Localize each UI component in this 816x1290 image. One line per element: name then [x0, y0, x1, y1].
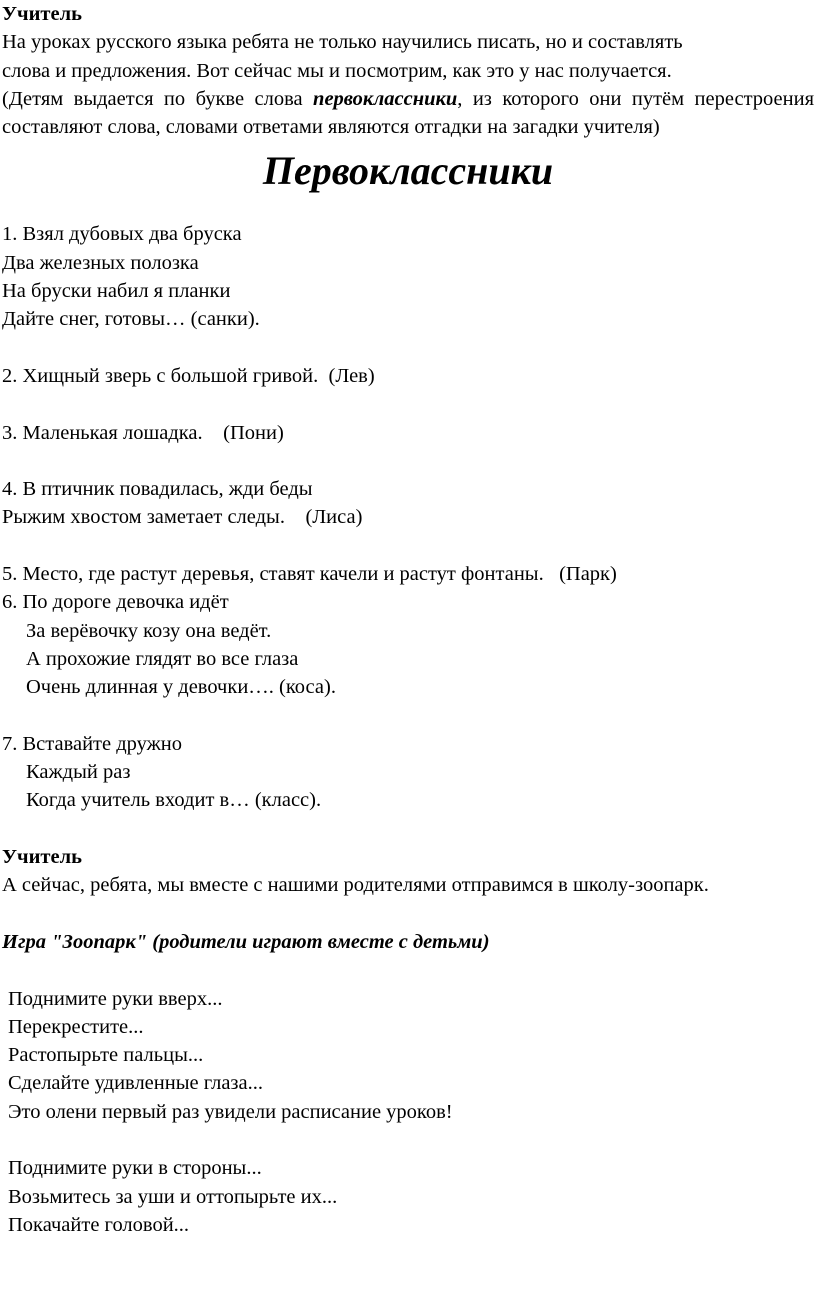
game-line: Растопырьте пальцы... [8, 1044, 204, 1067]
game-title: Игра "Зоопарк" (родители играют вместе с детьми) [2, 930, 490, 953]
game-line: Возьмитесь за уши и оттопырьте их... [8, 1185, 338, 1208]
riddle-6-line-2: За верёвочку козу она ведёт. [26, 619, 272, 642]
riddle-7-line-3: Когда учитель входит в… (класс). [26, 789, 322, 812]
riddle-6-line-4: Очень длинная у девочки…. (коса). [26, 676, 336, 699]
game-line: Поднимите руки вверх... [8, 987, 223, 1010]
riddle-1-line-2: Два железных полозка [2, 251, 199, 274]
riddle-2: 2. Хищный зверь с большой гривой. (Лев) [2, 364, 375, 387]
game-line: Это олени первый раз увидели расписание уроков! [8, 1100, 453, 1123]
riddle-6-line-3: А прохожие глядят во все глаза [26, 647, 299, 670]
instruction-after: , из которого они путём перестроения составляют слова, словами ответами являются отгадки на загадки учителя) [2, 87, 814, 139]
riddle-4-line-1: 4. В птичник повадилась, жди беды [2, 478, 313, 501]
page-title: Первоклассники [262, 148, 554, 194]
intro-line-1: На уроках русского языка ребята не только научились писать, но и составлять [2, 31, 683, 54]
riddle-1-line-4: Дайте снег, готовы… (санки). [2, 308, 260, 331]
riddle-7-line-2: Каждый раз [26, 761, 131, 784]
game-line: Перекрестите... [8, 1015, 144, 1038]
intro-line-2: слова и предложения. Вот сейчас мы и посмотрим, как это у нас получается. [2, 59, 672, 82]
riddle-1-line-3: На бруски набил я планки [2, 280, 231, 303]
game-line: Сделайте удивленные глаза... [8, 1072, 263, 1095]
instruction-paragraph [2, 85, 814, 142]
riddle-4-line-2: Рыжим хвостом заметает следы. (Лиса) [2, 506, 363, 529]
game-line: Покачайте головой... [8, 1213, 190, 1236]
speaker-heading: Учитель [2, 3, 82, 25]
riddle-3: 3. Маленькая лошадка. (Пони) [2, 421, 284, 444]
riddle-1-line-1: 1. Взял дубовых два бруска [2, 223, 242, 246]
riddle-7-line-1: 7. Вставайте дружно [2, 732, 183, 755]
speaker-heading-2: Учитель [2, 846, 82, 869]
section2-paragraph: А сейчас, ребята, мы вместе с нашими родителями отправимся в школу-зоопарк. [2, 874, 709, 897]
riddle-5: 5. Место, где растут деревья, ставят качели и растут фонтаны. (Парк) [2, 563, 617, 586]
riddle-6-line-1: 6. По дороге девочка идёт [2, 591, 229, 614]
instruction-word: первоклассники [313, 87, 458, 110]
document-page [2, 0, 814, 1239]
instruction-before: (Детям выдается по букве слова [2, 87, 314, 110]
game-line: Поднимите руки в стороны... [8, 1157, 262, 1180]
